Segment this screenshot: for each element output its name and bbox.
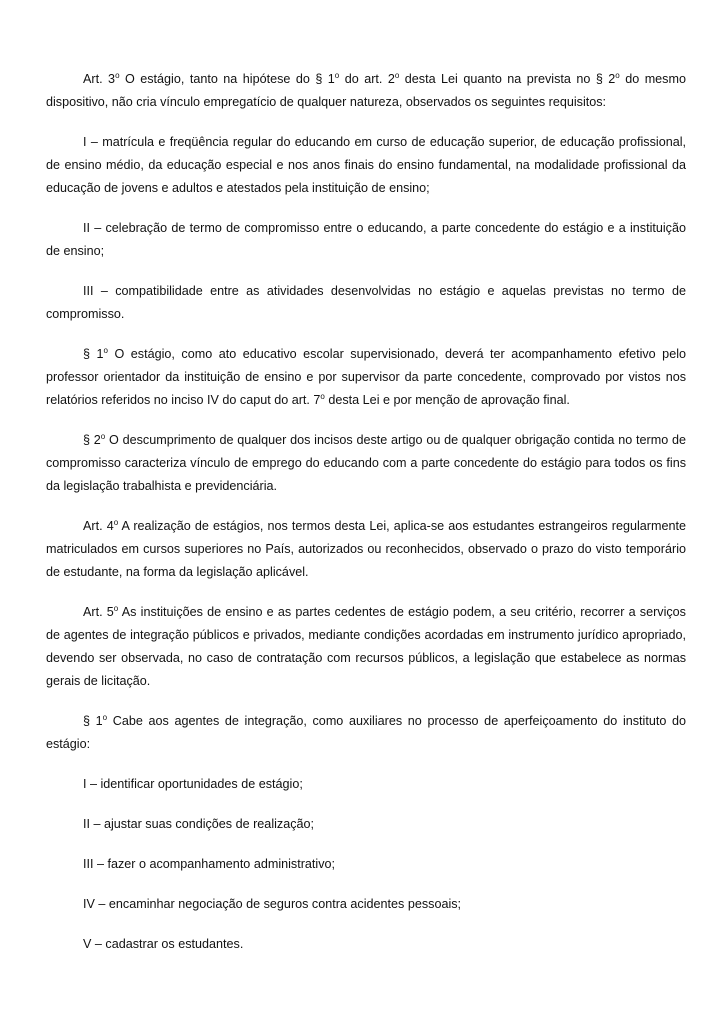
paragraph-gap xyxy=(46,876,686,893)
paragraph-text: desta Lei quanto na prevista no § 2 xyxy=(399,72,616,86)
paragraph-gap xyxy=(46,836,686,853)
paragraph-art4 xyxy=(46,515,686,584)
ordinal-superscript: o xyxy=(320,392,325,401)
paragraph-gap xyxy=(46,796,686,813)
ordinal-superscript: o xyxy=(334,71,340,80)
paragraph-art5-iv xyxy=(46,893,686,916)
paragraph-art5-i xyxy=(46,773,686,796)
paragraph-art3-iii xyxy=(46,280,686,326)
ordinal-superscript: o xyxy=(103,346,108,355)
paragraph-text: Art. 3 xyxy=(83,72,116,86)
paragraph-text: II – ajustar suas condições de realização; xyxy=(83,817,315,831)
paragraph-text: § 2 xyxy=(83,433,101,447)
paragraph-text: A realização de estágios, nos termos desta Lei, aplica-se aos estudantes estrangeiros regularmente matriculados em cursos superiores no País, autorizados ou reconhecidos, observado o prazo do visto temporário de estudante, na forma da legislação aplicável. xyxy=(46,519,686,579)
paragraph-art3-p1 xyxy=(46,343,686,412)
paragraph-gap xyxy=(46,916,686,933)
paragraph-art5 xyxy=(46,601,686,693)
paragraph-gap xyxy=(46,114,686,131)
paragraph-text: I – identificar oportunidades de estágio; xyxy=(83,777,303,791)
ordinal-superscript: o xyxy=(615,71,620,80)
paragraph-text: As instituições de ensino e as partes cedentes de estágio podem, a seu critério, recorrer a serviços de agentes de integração públicos e privados, mediante condições acordadas em instrumento jurídico apropriado, devendo ser observada, no caso de contratação com recursos públicos, a legislação que estabelece as normas gerais de licitação. xyxy=(46,605,686,688)
paragraph-text: III – compatibilidade entre as atividades desenvolvidas no estágio e aquelas previstas no termo de compromisso. xyxy=(46,284,686,321)
paragraph-art3-ii xyxy=(46,217,686,263)
paragraph-text: § 1 xyxy=(83,347,104,361)
paragraph-text: O estágio, como ato educativo escolar supervisionado, deverá ter acompanhamento efetivo pelo professor orientador da instituição de ensino e por supervisor da parte concedente, comprovado por vistos nos relatórios referidos no inciso IV do caput do art. 7 xyxy=(46,347,686,407)
paragraph-text: do mesmo dispositivo, não cria vínculo empregatício de qualquer natureza, observados os seguintes requisitos: xyxy=(46,72,686,109)
paragraph-text: I – matrícula e freqüência regular do educando em curso de educação superior, de educação profissional, de ensino médio, da educação especial e nos anos finais do ensino fundamental, na modalidade profissional da educação de jovens e adultos e atestados pela instituição de ensino; xyxy=(46,135,686,195)
paragraph-text: IV – encaminhar negociação de seguros contra acidentes pessoais; xyxy=(83,897,462,911)
paragraph-art5-iii xyxy=(46,853,686,876)
paragraph-gap xyxy=(46,756,686,773)
ordinal-superscript: o xyxy=(113,518,119,527)
paragraph-text: Cabe aos agentes de integração, como auxiliares no processo de aperfeiçoamento do instituto do estágio: xyxy=(46,714,686,751)
paragraph-art3-p2 xyxy=(46,429,686,498)
paragraph-art3-i xyxy=(46,131,686,200)
paragraph-art5-ii xyxy=(46,813,686,836)
document-page xyxy=(46,68,686,956)
paragraph-gap xyxy=(46,693,686,710)
paragraph-gap xyxy=(46,326,686,343)
paragraph-gap xyxy=(46,200,686,217)
paragraph-text: O estágio, tanto na hipótese do § 1 xyxy=(119,72,335,86)
ordinal-superscript: o xyxy=(394,71,400,80)
ordinal-superscript: o xyxy=(102,713,108,722)
ordinal-superscript: o xyxy=(115,71,120,80)
paragraph-text: O descumprimento de qualquer dos incisos deste artigo ou de qualquer obrigação contida no termo de compromisso caracteriza vínculo de emprego do educando com a parte concedente do estágio para todos os fins da legislação trabalhista e previdenciária. xyxy=(46,433,686,493)
paragraph-text: § 1 xyxy=(83,714,103,728)
paragraph-gap xyxy=(46,498,686,515)
paragraph-text: Art. 4 xyxy=(83,519,114,533)
paragraph-gap xyxy=(46,412,686,429)
paragraph-text: Art. 5 xyxy=(83,605,114,619)
paragraph-art3 xyxy=(46,68,686,114)
ordinal-superscript: o xyxy=(113,604,119,613)
paragraph-text: do art. 2 xyxy=(339,72,395,86)
paragraph-gap xyxy=(46,584,686,601)
paragraph-gap xyxy=(46,263,686,280)
paragraph-text: V – cadastrar os estudantes. xyxy=(83,937,244,951)
ordinal-superscript: o xyxy=(100,432,106,441)
paragraph-art5-v xyxy=(46,933,686,956)
paragraph-text: II – celebração de termo de compromisso entre o educando, a parte concedente do estágio e a instituição de ensino; xyxy=(46,221,686,258)
paragraph-text: III – fazer o acompanhamento administrativo; xyxy=(83,857,336,871)
paragraph-art5-p1 xyxy=(46,710,686,756)
paragraph-text: desta Lei e por menção de aprovação final. xyxy=(324,393,570,407)
